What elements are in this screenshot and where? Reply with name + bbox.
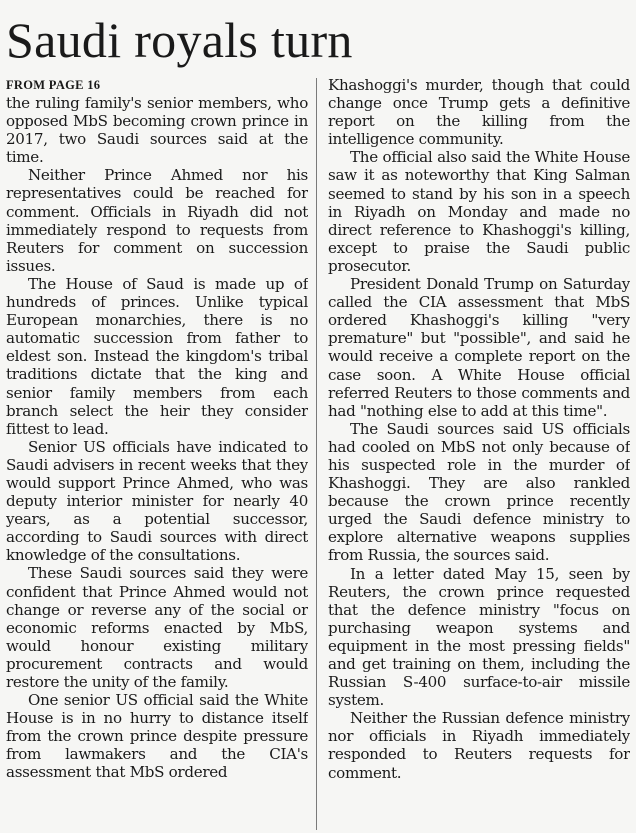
jump-line: FROM PAGE 16 [6,78,101,92]
paragraph: The Saudi sources said US officials had cooled on MbS not only because of his suspected role in the murder of Khashoggi. They are also rankled because the crown prince recently urged the Saudi defence ministry to explore alternative weapons supplies from Russia, the sources said. [328,419,630,565]
paragraph: The House of Saud is made up of hundreds of princes. Unlike typical European monarchies, there is no automatic succession from father to eldest son. Instead the kingdom's tribal traditions dictate that the king and senior family members from each branch select the heir they consider fittest to lead. [6,274,308,438]
paragraph: In a letter dated May 15, seen by Reuters, the crown prince requested that the defence ministry "focus on purchasing weapon systems and equipment in the most pressing fields" and get training on them, including the Russian S-400 surface-to-air missile system. [328,564,630,710]
paragraph: These Saudi sources said they were confident that Prince Ahmed would not change or reverse any of the social or economic reforms enacted by MbS, would honour existing military procurement contracts and would restore the unity of the family. [6,564,308,691]
paragraph: President Donald Trump on Saturday called the CIA assessment that MbS ordered Khashoggi's killing "very premature" but "possible", and said he would receive a complete report on the case soon. A White House official referred Reuters to those comments and had "nothing else to add at this time". [328,275,630,420]
paragraph: Senior US officials have indicated to Saudi advisers in recent weeks that they would support Prince Ahmed, who was deputy interior minister for nearly 40 years, as a potential successor, according to Saudi sources with direct knowledge of the consultations. [6,437,308,565]
paragraph: the ruling family's senior members, who opposed MbS becoming crown prince in 2017, two Saudi sources said at the time. [6,94,308,167]
column-divider [316,78,317,830]
article-column-1 [6,76,308,831]
paragraph: Neither the Russian defence ministry nor officials in Riyadh immediately responded to Reuters requests for comment. [328,709,630,782]
article-column-2 [328,76,630,831]
paragraph: Neither Prince Ahmed nor his representatives could be reached for comment. Officials in Riyadh did not immediately respond to requests from Reuters for comment on succession issues. [6,166,308,275]
paragraph: The official also said the White House saw it as noteworthy that King Salman seemed to stand by his son in a speech in Riyadh on Monday and made no direct reference to Khashoggi's killing, except to praise the Saudi public prosecutor. [328,148,630,275]
paragraph: Khashoggi's murder, though that could change once Trump gets a definitive report on the killing from the intelligence community. [328,76,630,149]
paragraph: One senior US official said the White House is in no hurry to distance itself from the crown prince despite pressure from lawmakers and the CIA's assessment that MbS ordered [6,691,308,782]
headline: Saudi royals turn [6,12,353,68]
